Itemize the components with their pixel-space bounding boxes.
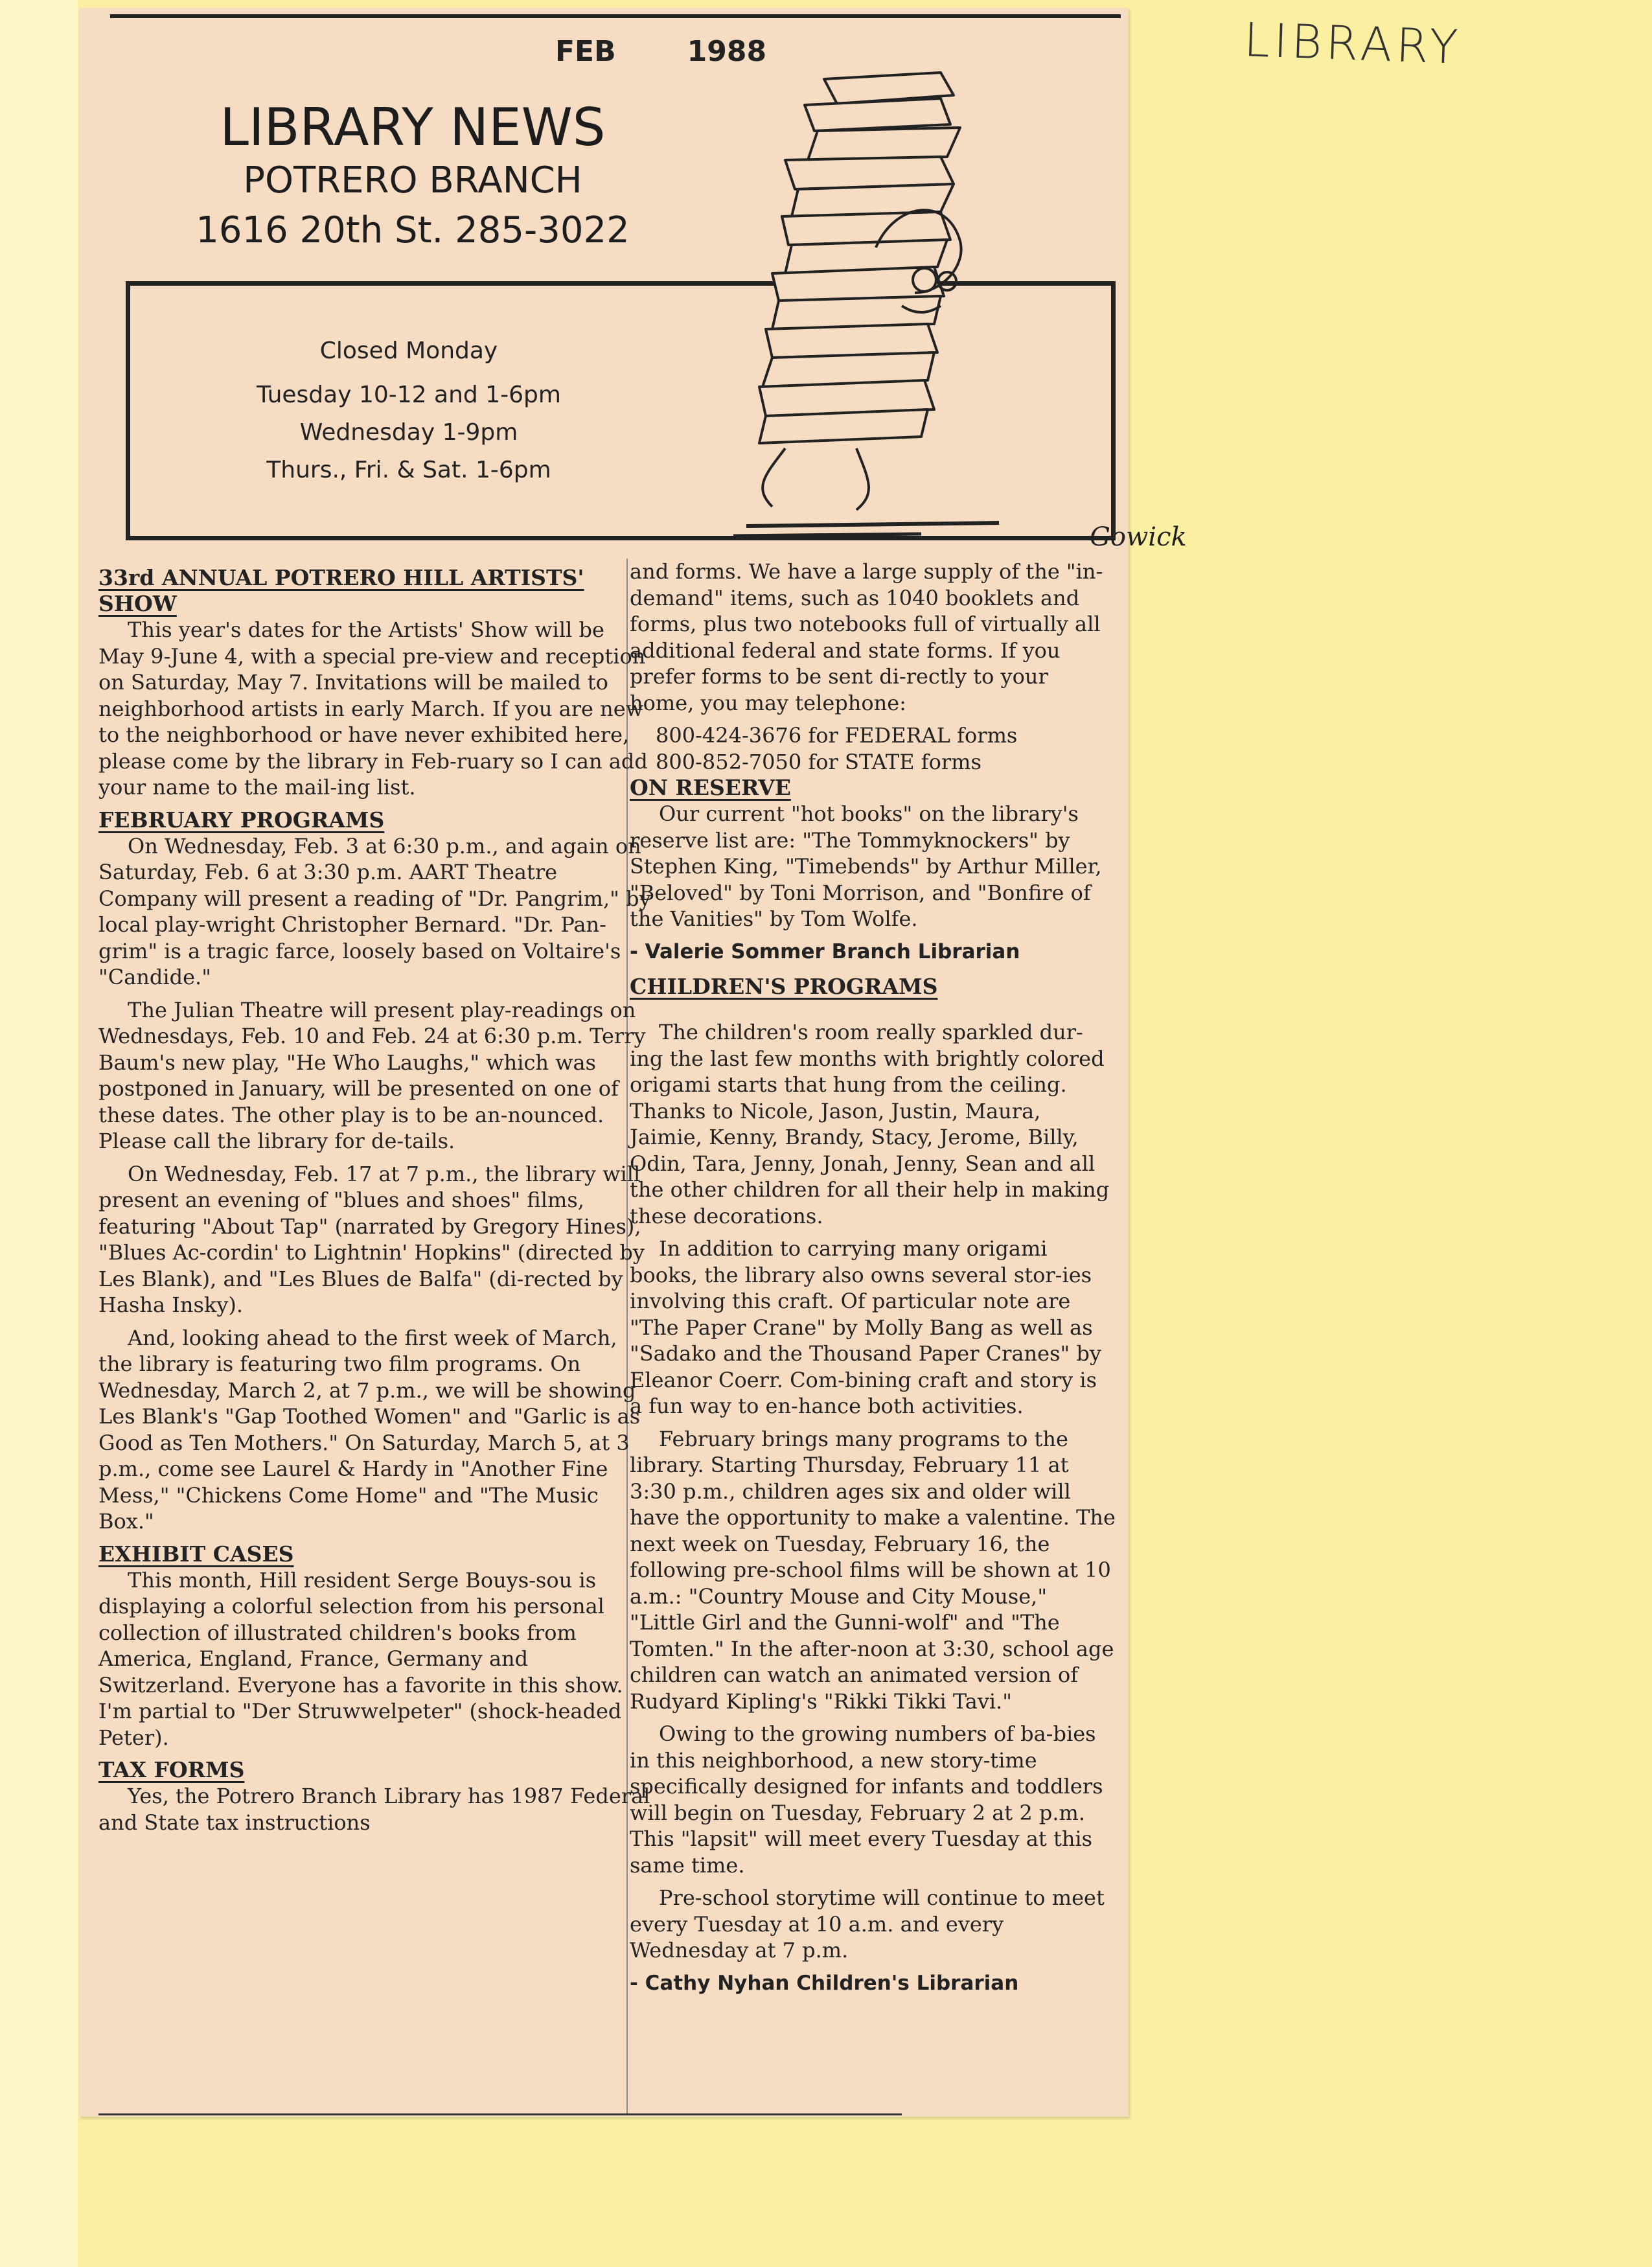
top-rule — [110, 14, 1121, 18]
issue-month: FEB — [555, 35, 616, 68]
hours-line: Tuesday 10-12 and 1-6pm — [257, 382, 561, 408]
issue-year: 1988 — [687, 35, 767, 68]
masthead-title: LIBRARY NEWS — [220, 97, 606, 157]
book-drawing — [805, 98, 950, 131]
article-paragraph: And, looking ahead to the first week of March, the library is featuring two film programs. On Wednesday, March 2, at 7 p.m., we will be showing Les Blank's "Gap Toothed Women" and "Garlic is as Good as Ten Mothers." On Saturday, March 5, at 3 p.m., come see Laurel & Hardy in "Another Fine Mess," "Chickens Come Home" and "The Music Box." — [98, 1325, 641, 1534]
hours-line: Thurs., Fri. & Sat. 1-6pm — [266, 457, 551, 483]
section-heading: TAX FORMS — [98, 1757, 245, 1782]
masthead-branch: POTRERO BRANCH — [243, 159, 582, 201]
article-paragraph: Our current "hot books" on the library's reserve list are: "The Tommyknockers" by Stephen King, "Timebends" by Arthur Miller, "Beloved" by Toni Morrison, and "Bonfire of the Vanities" by Tom Wolfe. — [630, 801, 1102, 931]
right-column — [630, 558, 1116, 2005]
section-heading: CHILDREN'S PROGRAMS — [630, 974, 938, 999]
section-heading: 33rd ANNUAL POTRERO HILL ARTISTS' SHOW — [98, 565, 584, 616]
hours-line: Wednesday 1-9pm — [299, 419, 518, 446]
article-paragraph: This month, Hill resident Serge Bouys-sou is displaying a colorful selection from his personal collection of illustrated children's books from America, England, France, Germany and Switzerland. Everyone has a favorite in this show. I'm partial to "Der Struwwelpeter" (shock-headed Peter). — [98, 1567, 623, 1750]
glasses-drawing — [938, 272, 956, 290]
signature-childrens-librarian: - Cathy Nyhan Children's Librarian — [630, 1971, 1019, 1995]
article-paragraph: In addition to carrying many origami books, the library also owns several stor-ies involving this craft. Of particular note are "The Paper Crane" by Molly Bang as well as "Sadako and the Thousand Paper Cranes" by Eleanor Coerr. Com-bining craft and story is a fun way to en-hance both activities. — [630, 1236, 1101, 1418]
article-paragraph: On Wednesday, Feb. 3 at 6:30 p.m., and again on Saturday, Feb. 6 at 3:30 p.m. AART Theatre Company will present a reading of "Dr. Pangrim," by local play-wright Christopher Bernard. "Dr. Pan-grim" is a tragic farce, loosely based on Voltaire's "Candide." — [98, 833, 651, 989]
artist-signature: Gowick — [1090, 522, 1187, 552]
section-heading: EXHIBIT CASES — [98, 1541, 294, 1567]
article-paragraph: On Wednesday, Feb. 17 at 7 p.m., the library will present an evening of "blues and shoes" films, featuring "About Tap" (narrated by Gregory Hines), "Blues Ac-cordin' to Lightnin' Hopkins" (directed by Les Blank), and "Les Blues de Balfa" (di-rected by Hasha Insky). — [98, 1161, 645, 1317]
article-paragraph: and forms. We have a large supply of the "in-demand" items, such as 1040 booklets and forms, plus two notebooks full of virtually all additional federal and state forms. If you prefer forms to be sent di-rectly to your home, you may telephone: — [630, 559, 1103, 715]
book-drawing — [759, 409, 928, 443]
bottom-rule — [98, 2113, 902, 2115]
signature-branch-librarian: - Valerie Sommer Branch Librarian — [630, 939, 1020, 963]
leg-drawing — [763, 448, 785, 507]
ground-line — [746, 523, 999, 526]
masthead-address: 1616 20th St. 285-3022 — [196, 209, 630, 251]
phone-state: 800-852-7050 for STATE forms — [656, 749, 981, 774]
book-stack-cartoon — [727, 34, 1206, 552]
article-paragraph: Pre-school storytime will continue to meet every Tuesday at 10 a.m. and every Wednesday at 7 p.m. — [630, 1885, 1105, 1962]
ground-line — [733, 534, 921, 536]
newspaper-clipping — [79, 8, 1187, 2117]
article-paragraph: This year's dates for the Artists' Show will be May 9-June 4, with a special pre-view and reception on Saturday, May 7. Invitations will be mailed to neighborhood artists in early March. If you are new to the neighborhood or have never exhibited here, please come by the library in Feb-ruary so I can add your name to the mail-ing list. — [98, 617, 648, 800]
phone-federal: 800-424-3676 for FEDERAL forms — [656, 723, 1018, 748]
article-paragraph: The Julian Theatre will present play-readings on Wednesdays, Feb. 10 and Feb. 24 at 6:30 p.m. Terry Baum's new play, "He Who Laughs," which was postponed in January, will be presented on one of these dates. The other play is to be an-nounced. Please call the library for de-tails. — [98, 997, 646, 1153]
leg-drawing — [856, 448, 869, 510]
backing-paper-strip — [0, 0, 78, 2267]
hours-list — [201, 332, 616, 489]
handwritten-note: LIBRARY — [1243, 12, 1463, 75]
left-column — [98, 565, 652, 1842]
hours-line: Closed Monday — [319, 338, 498, 364]
article-paragraph: Owing to the growing numbers of ba-bies in this neighborhood, a new story-time specifically designed for infants and toddlers will begin on Tuesday, February 2 at 2 p.m. This "lapsit" will meet every Tuesday at this same time. — [630, 1721, 1103, 1878]
article-paragraph: The children's room really sparkled dur-ing the last few months with brightly colored origami starts that hung from the ceiling. Thanks to Nicole, Jason, Justin, Maura, Jaimie, Kenny, Brandy, Stacy, Jerome, Billy, Odin, Tara, Jenny, Jonah, Jenny, Sean and all the other children for all their help in making these decorations. — [630, 1020, 1110, 1228]
book-drawing — [808, 128, 960, 160]
article-paragraph: Yes, the Potrero Branch Library has 1987 Federal and State tax instructions — [98, 1784, 650, 1835]
section-heading: FEBRUARY PROGRAMS — [98, 807, 385, 833]
article-paragraph: February brings many programs to the library. Starting Thursday, February 11 at 3:30 p.m., children ages six and older will have the opportunity to make a valentine. The next week on Tuesday, February 16, the following pre-school films will be shown at 10 a.m.: "Country Mouse and City Mouse," "Little Girl and the Gunni-wolf" and "The Tomten." In the after-noon at 3:30, school age children can watch an animated version of Rudyard Kipling's "Rikki Tikki Tavi." — [630, 1426, 1116, 1714]
section-heading: ON RESERVE — [630, 775, 791, 800]
masthead — [105, 98, 720, 257]
